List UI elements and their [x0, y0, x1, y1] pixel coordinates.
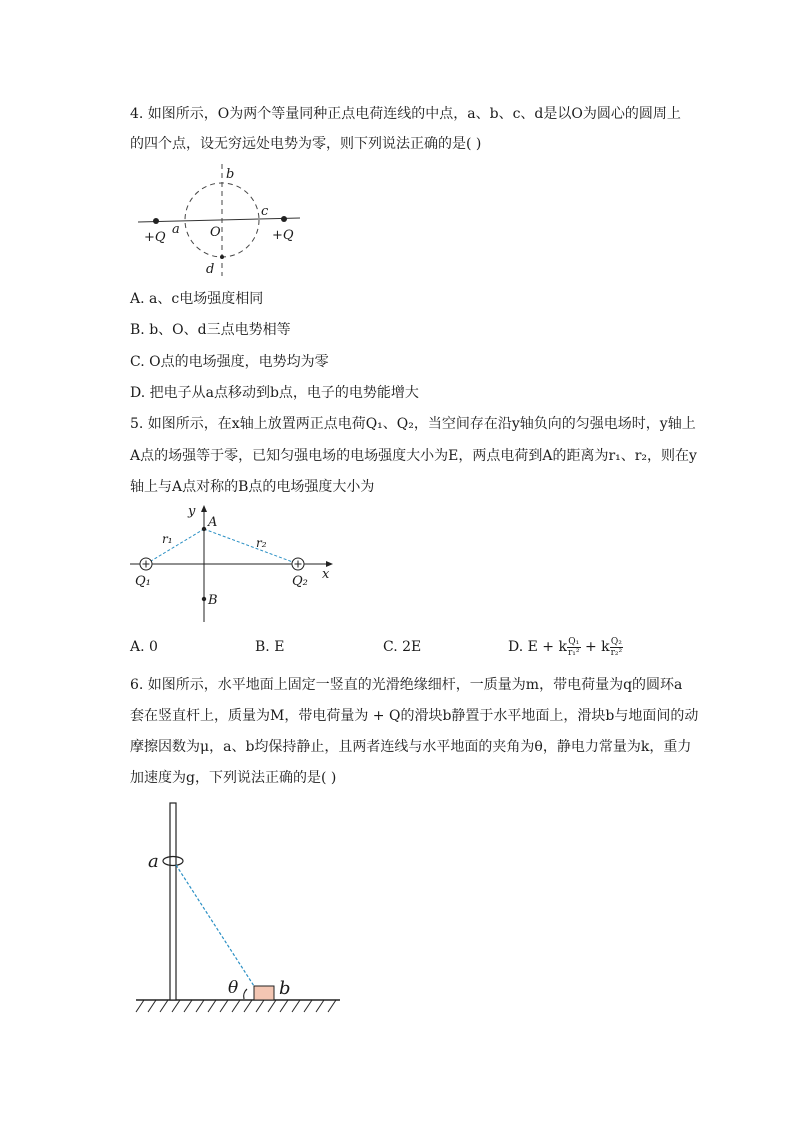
q4-label-c: c — [261, 204, 269, 219]
q5-option-d-fraction-2 — [610, 637, 624, 658]
q4-option-a: A. a、c电场强度相同 — [130, 291, 264, 307]
q5-option-c: C. 2E — [383, 639, 422, 655]
q5-frac1-denominator: r₁² — [567, 647, 580, 658]
q6-label-a: a — [148, 851, 159, 872]
q5-label-r2: r₂ — [256, 536, 267, 550]
q5-option-d — [508, 630, 623, 664]
q4-option-d: D. 把电子从a点移动到b点，电子的电势能增大 — [130, 385, 419, 401]
q4-option-b: B. b、O、d三点电势相等 — [130, 322, 291, 338]
q5-frac1-numerator: Q₁ — [568, 636, 580, 647]
q5-y-arrow — [201, 505, 207, 512]
q4-right-charge-dot — [281, 216, 287, 222]
q5-label-x: x — [322, 567, 330, 582]
q4-label-o: O — [210, 225, 221, 240]
q5-label-b: B — [208, 593, 218, 608]
q5-stem-line3: 轴上与A点对称的B点的电场强度大小为 — [130, 479, 375, 495]
q5-point-b-dot — [202, 597, 206, 601]
q6-label-theta: θ — [228, 978, 239, 998]
q5-frac2-denominator: r₂² — [610, 647, 623, 658]
q5-option-d-fraction-1 — [567, 637, 581, 658]
q4-point-d-dot — [220, 255, 224, 259]
q4-label-a: a — [172, 222, 180, 237]
q5-stem-line2: A点的场强等于零，已知匀强电场的电场强度大小为E，两点电荷到A的距离为r₁、r₂，则在y — [130, 448, 697, 464]
q5-label-a: A — [208, 515, 218, 530]
q6-label-b: b — [279, 978, 291, 999]
q5-charge-q2-symbol — [292, 558, 304, 570]
q4-label-q-left: +Q — [144, 230, 166, 245]
q6-figure — [130, 800, 345, 1015]
q4-charge-axis — [138, 218, 300, 222]
q4-option-c: C. O点的电场强度，电势均为零 — [130, 354, 329, 370]
q6-stem-line2: 套在竖直杆上，质量为M，带电荷量为 + Q的滑块b静置于水平地面上，滑块b与地面间的动 — [130, 708, 699, 724]
q5-option-b: B. E — [255, 639, 285, 655]
q4-label-b: b — [226, 167, 235, 182]
q5-charge-q1-symbol — [140, 558, 152, 570]
q6-stem-line3: 摩擦因数为μ，a、b均保持静止，且两者连线与水平地面的夹角为θ，静电力常量为k，重力 — [130, 739, 692, 755]
q5-r1-dashed — [146, 529, 204, 564]
q5-option-a: A. 0 — [130, 639, 158, 655]
q6-angle-arc — [244, 989, 247, 999]
q5-label-y: y — [188, 504, 196, 519]
q5-label-q2: Q₂ — [292, 574, 308, 589]
q4-label-q-right: +Q — [272, 228, 294, 243]
q4-stem-line2: 的四个点，设无穷远处电势为零，则下列说法正确的是( ) — [130, 136, 482, 152]
q4-stem-line1: 4. 如图所示，O为两个等量同种正点电荷连线的中点，a、b、c、d是以O为圆心的圆周上 — [130, 106, 681, 122]
q5-label-r1: r₁ — [162, 532, 173, 546]
q6-stem-line4: 加速度为g，下列说法正确的是( ) — [130, 770, 337, 786]
q5-point-a-dot — [202, 527, 206, 531]
q5-option-d-prefix: D. E + k — [508, 639, 567, 655]
q4-label-d: d — [206, 262, 215, 277]
q6-connecting-dashed-line — [176, 865, 254, 986]
q5-label-q1: Q₁ — [135, 574, 151, 589]
q5-figure — [130, 502, 340, 624]
q5-frac2-numerator: Q₂ — [610, 636, 622, 647]
q6-vertical-rod — [170, 803, 176, 1000]
q6-stem-line1: 6. 如图所示，水平地面上固定一竖直的光滑绝缘细杆，一质量为m，带电荷量为q的圆环a — [130, 677, 683, 693]
q5-stem-line1: 5. 如图所示，在x轴上放置两正点电荷Q₁、Q₂，当空间存在沿y轴负向的匀强电场时，y轴上 — [130, 416, 696, 432]
q6-block-b — [254, 986, 274, 1000]
q5-option-d-mid: + k — [580, 639, 610, 655]
q4-figure — [130, 160, 310, 280]
q5-r2-dashed — [204, 529, 298, 564]
q6-ground-hatching — [136, 1000, 336, 1012]
q4-left-charge-dot — [153, 218, 159, 224]
